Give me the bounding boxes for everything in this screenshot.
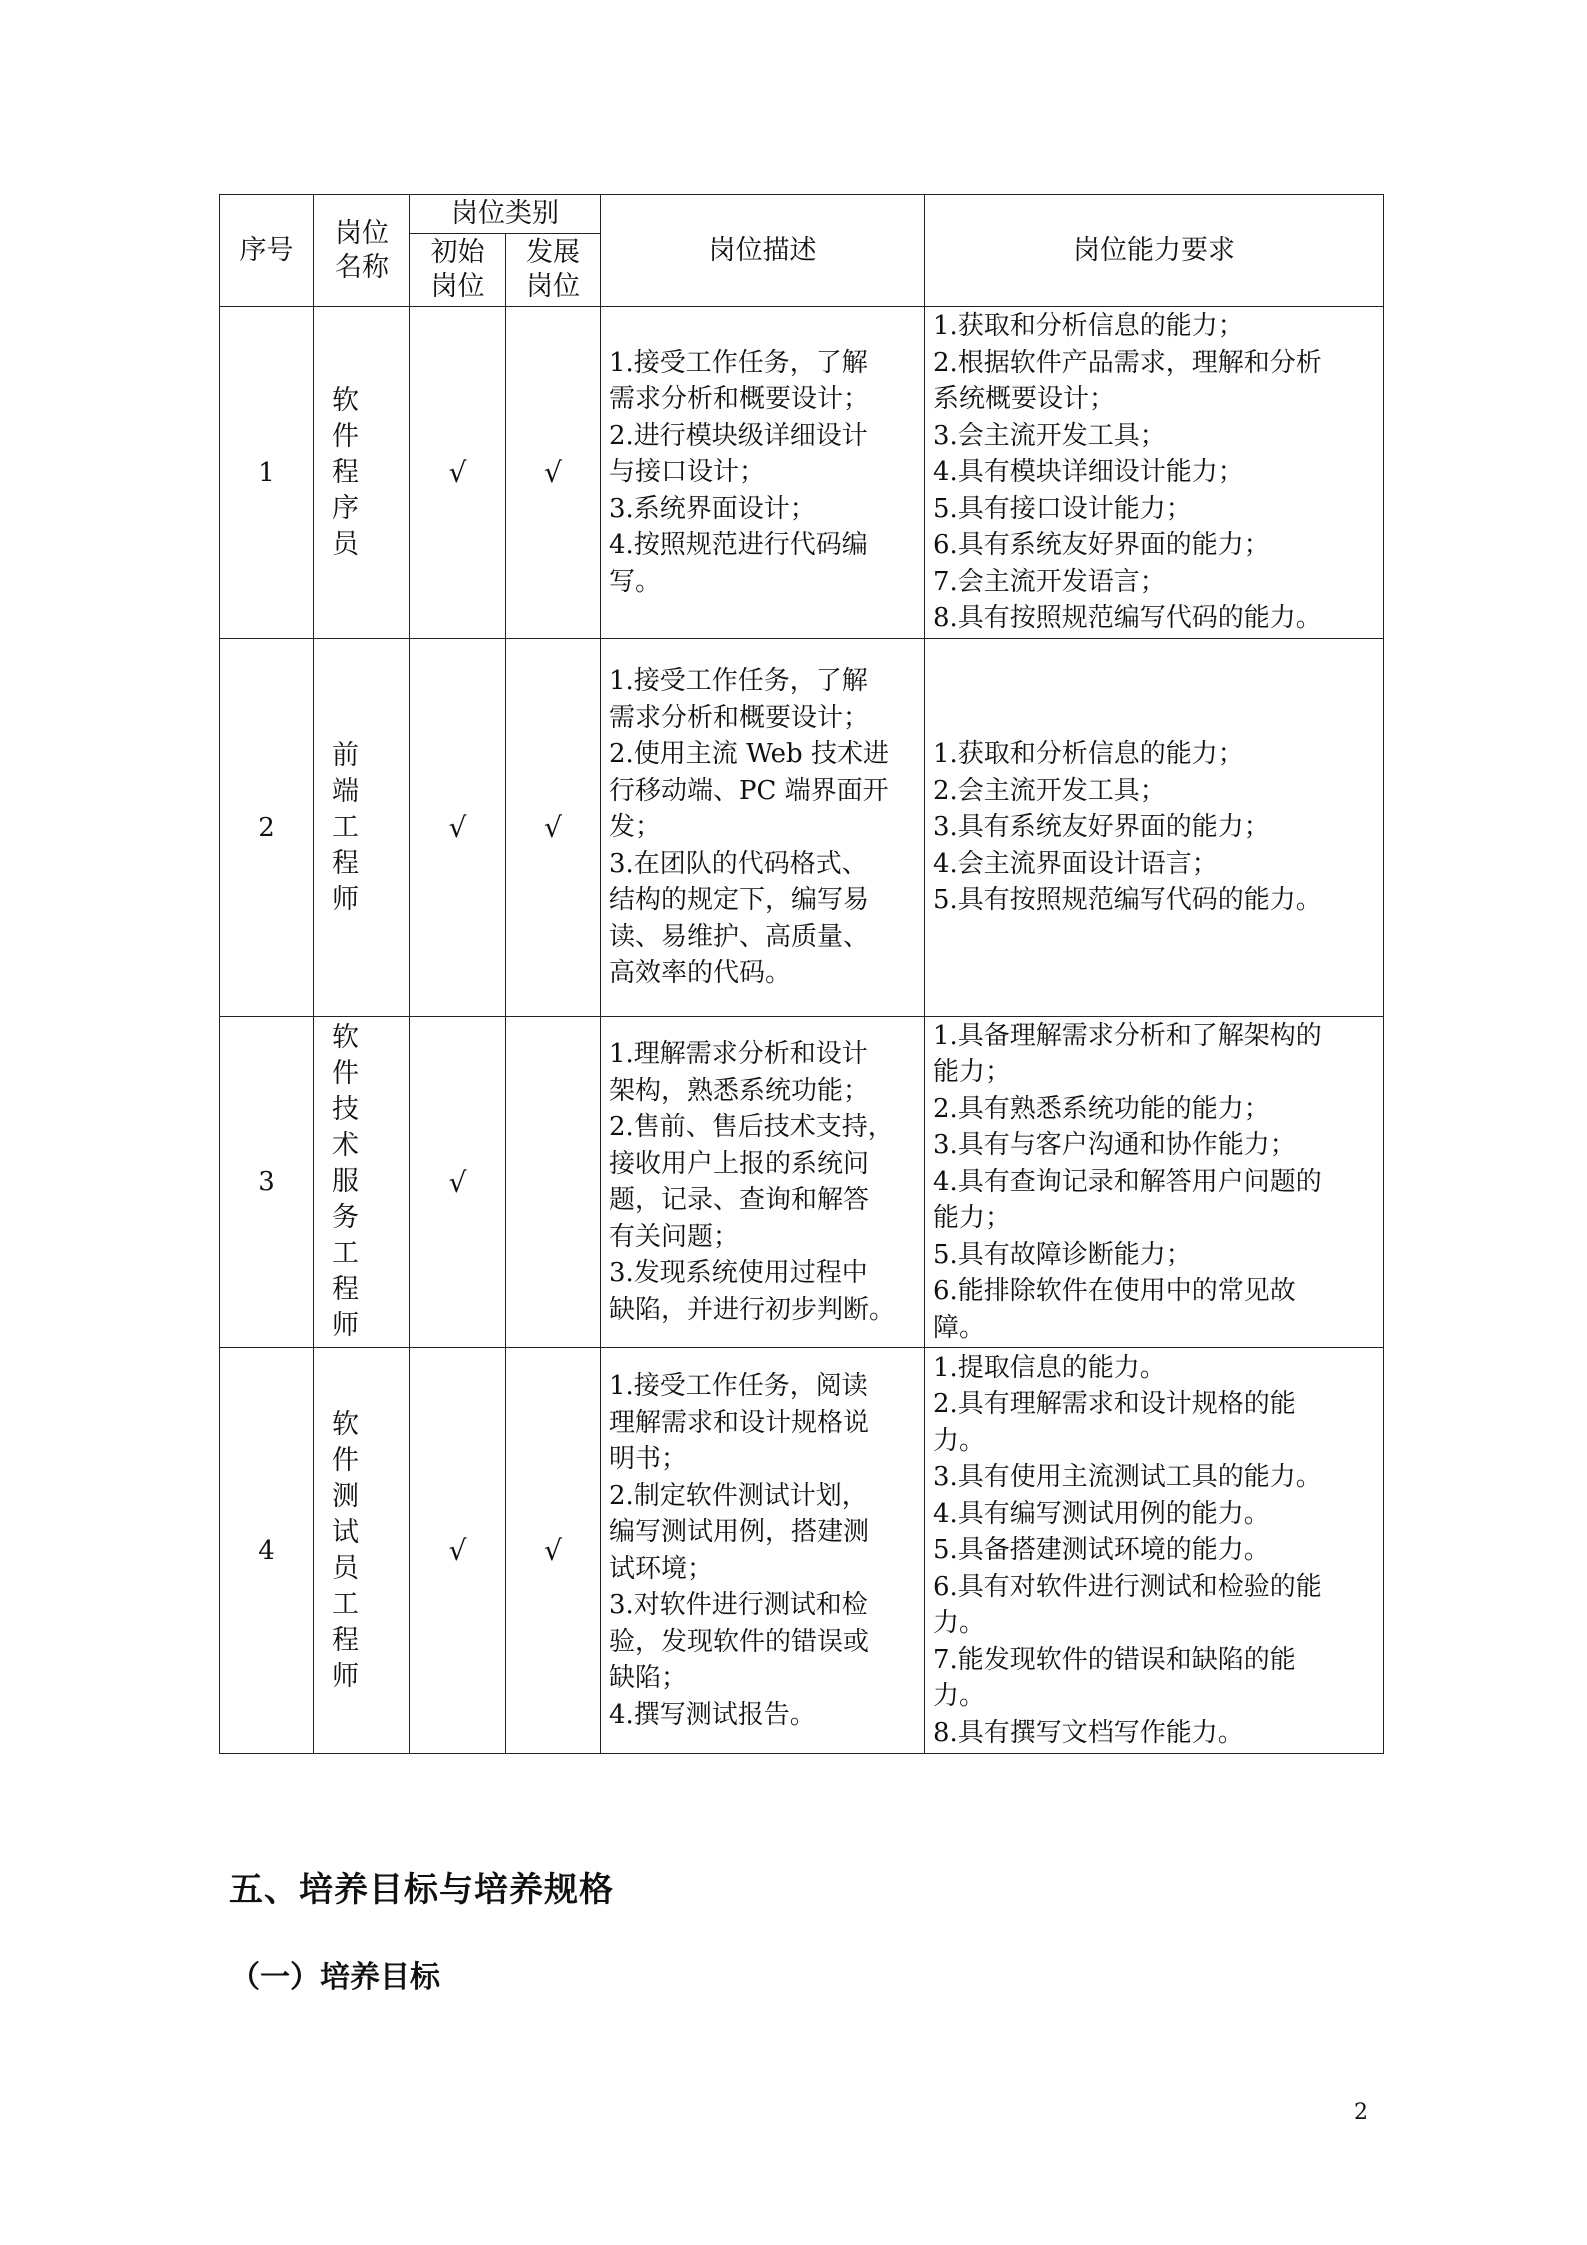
initial-check-mark: √ [448,1534,467,1567]
requirement-line: 3.会主流开发工具； [933,420,1166,451]
requirement-line: 4.会主流界面设计语言； [933,848,1218,879]
seq-cell [220,1348,314,1754]
description-line: 1.接受工作任务，了解 [609,347,868,378]
description-line: 3.系统界面设计； [609,493,816,524]
position-name-line: 软件 [332,384,369,452]
position-name-line: 程序 [332,456,369,524]
requirement-line: 1.获取和分析信息的能力； [933,311,1244,342]
description-cell [601,307,925,639]
subsection-heading: （一）培养目标 [230,1960,440,1995]
seq-value: 3 [258,1167,275,1197]
requirement-line: 1.提取信息的能力。 [933,1352,1166,1383]
position-name-line: 技术 [332,1094,369,1161]
description-line: 1.理解需求分析和设计 [609,1039,868,1069]
description-line: 结构的规定下，编写易 [609,885,870,916]
header-initial-text: 初始岗位 [430,237,485,302]
requirement-line: 力。 [933,1425,986,1456]
header-name [314,195,410,307]
requirement-line: 3.具有使用主流测试工具的能力。 [933,1462,1322,1493]
requirements-cell [925,307,1384,639]
header-category: 岗位类别 [410,195,601,234]
position-name-line: 师 [332,1310,369,1341]
develop-check-mark: √ [544,1534,562,1567]
position-name-line: 测试 [332,1480,369,1548]
description-line: 写。 [609,566,662,597]
position-name-line: 师 [332,883,369,915]
requirement-line: 能力； [933,1057,1012,1088]
requirement-line: 4.具有编写测试用例的能力。 [933,1498,1270,1529]
requirement-line: 力。 [933,1608,986,1639]
initial-check-mark: √ [448,1165,467,1199]
section-heading: 五、培养目标与培养规格 [229,1870,614,1910]
description-line: 题，记录、查询和解答 [609,1185,870,1215]
requirement-line: 4.具有模块详细设计能力； [933,457,1244,488]
description-line: 4.按照规范进行代码编 [609,530,868,561]
develop-check-cell [506,639,601,1017]
requirement-line: 5.具有接口设计能力； [933,493,1192,524]
description-line: 接收用户上报的系统问 [609,1148,870,1179]
requirement-line: 8.具有撰写文档写作能力。 [933,1717,1244,1748]
header-description: 岗位描述 [601,195,925,307]
table-row [220,639,1384,1017]
seq-value: 4 [258,1535,275,1566]
seq-value: 2 [258,812,275,843]
description-line: 4.撰写测试报告。 [609,1699,816,1730]
description-line: 1.接受工作任务，阅读 [609,1371,868,1401]
requirement-line: 7.会主流开发语言； [933,566,1166,597]
requirement-line: 6.具有系统友好界面的能力； [933,530,1270,561]
position-name-line: 软件 [332,1022,369,1089]
header-develop-text: 发展岗位 [526,237,580,302]
description-cell [601,1348,925,1754]
description-line: 缺陷； [609,1663,688,1693]
header-develop [506,234,601,307]
description-line: 试环境； [609,1553,714,1584]
requirement-line: 5.具备搭建测试环境的能力。 [933,1535,1270,1566]
requirement-line: 2.根据软件产品需求，理解和分析 [933,347,1322,378]
position-name-line: 工程 [332,1238,369,1305]
seq-cell [220,307,314,639]
requirement-line: 7.能发现软件的错误和缺陷的能 [933,1644,1296,1675]
description-line: 发； [609,812,662,843]
description-line: 2.进行模块级详细设计 [609,420,868,451]
position-name-line: 软件 [332,1408,369,1476]
position-name-line: 工程 [332,811,369,879]
description-line: 需求分析和概要设计； [609,384,870,415]
description-line: 与接口设计； [609,457,766,488]
description-line: 3.发现系统使用过程中 [609,1258,868,1288]
description-line: 理解需求和设计规格说 [609,1407,870,1438]
header-requirements: 岗位能力要求 [925,195,1384,307]
header-seq: 序号 [220,195,314,307]
description-line: 缺陷，并进行初步判断。 [609,1294,896,1325]
description-line: 需求分析和概要设计； [609,702,870,733]
initial-check-cell [410,307,506,639]
position-name-line: 程师 [332,1624,369,1692]
requirement-line: 障。 [933,1312,986,1343]
seq-value: 1 [258,457,275,488]
requirement-line: 系统概要设计； [933,384,1116,415]
position-name-cell [314,639,410,1017]
requirement-line: 1.具备理解需求分析和了解架构的 [933,1020,1322,1051]
position-name-cell [314,1017,410,1348]
requirement-line: 6.能排除软件在使用中的常见故 [933,1276,1296,1307]
requirement-line: 4.具有查询记录和解答用户问题的 [933,1166,1322,1197]
page-number: 2 [1354,2100,1368,2125]
description-line: 行移动端、PC 端界面开 [609,775,889,806]
description-line: 架构，熟悉系统功能； [609,1075,870,1106]
position-name-line: 前端 [332,739,369,807]
position-name-line: 员 [332,528,369,560]
develop-check-cell [506,1017,601,1348]
requirement-line: 6.具有对软件进行测试和检验的能 [933,1571,1322,1602]
initial-check-cell [410,639,506,1017]
requirement-line: 能力； [933,1203,1012,1234]
seq-cell [220,1017,314,1348]
header-initial [410,234,506,307]
header-name-text: 岗位名称 [335,217,389,283]
table-row [220,1017,1384,1348]
initial-check-cell [410,1348,506,1754]
description-line: 有关问题； [609,1221,740,1252]
description-line: 读、易维护、高质量、 [609,921,870,952]
description-line: 2.制定软件测试计划， [609,1480,868,1511]
initial-check-mark: √ [448,811,467,844]
position-name-line: 员工 [332,1552,369,1620]
position-name-line: 服务 [332,1166,369,1233]
develop-check-mark: √ [544,456,562,489]
requirement-line: 2.会主流开发工具； [933,775,1166,806]
job-position-table [219,194,1384,1754]
description-line: 2.售前、售后技术支持， [609,1112,894,1142]
description-cell [601,639,925,1017]
description-line: 验，发现软件的错误或 [609,1626,870,1657]
develop-check-mark: √ [544,811,562,844]
requirement-line: 力。 [933,1681,986,1712]
description-line: 1.接受工作任务，了解 [609,666,868,697]
requirement-line: 3.具有系统友好界面的能力； [933,812,1270,843]
requirements-cell [925,1017,1384,1348]
position-name-cell [314,1348,410,1754]
develop-check-cell [506,1348,601,1754]
requirement-line: 2.具有熟悉系统功能的能力； [933,1093,1270,1124]
description-line: 3.在团队的代码格式、 [609,848,868,879]
requirement-line: 5.具有按照规范编写代码的能力。 [933,885,1322,916]
requirement-line: 3.具有与客户沟通和协作能力； [933,1130,1296,1161]
initial-check-cell [410,1017,506,1348]
requirement-line: 8.具有按照规范编写代码的能力。 [933,603,1322,634]
description-line: 明书； [609,1444,688,1474]
description-cell [601,1017,925,1348]
requirement-line: 1.获取和分析信息的能力； [933,739,1244,770]
initial-check-mark: √ [448,456,467,489]
requirements-cell [925,1348,1384,1754]
requirements-cell [925,639,1384,1017]
table-body [220,307,1384,1754]
description-line: 2.使用主流 Web 技术进 [609,739,889,770]
table-row [220,307,1384,639]
requirement-line: 5.具有故障诊断能力； [933,1239,1192,1270]
table-row [220,1348,1384,1754]
seq-cell [220,639,314,1017]
position-name-cell [314,307,410,639]
description-line: 3.对软件进行测试和检 [609,1590,868,1620]
description-line: 编写测试用例，搭建测 [609,1517,870,1547]
develop-check-cell [506,307,601,639]
description-line: 高效率的代码。 [609,958,792,989]
requirement-line: 2.具有理解需求和设计规格的能 [933,1389,1296,1420]
